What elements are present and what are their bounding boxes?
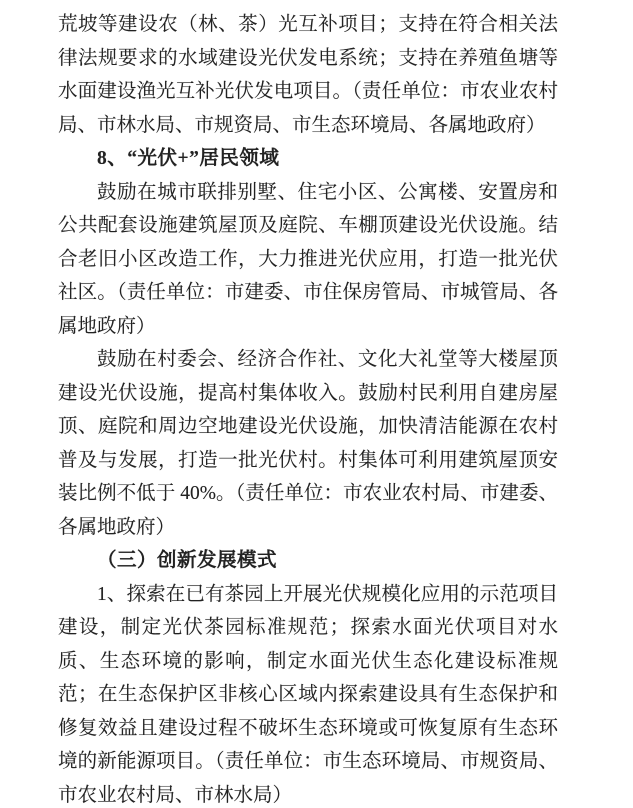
document-content	[58, 8, 558, 808]
paragraph-urban-residential-pv: 鼓励在城市联排别墅、住宅小区、公寓楼、安置房和公共配套设施建筑屋顶及庭院、车棚顶建设光伏设施。结合老旧小区改造工作，大力推进光伏应用，打造一批光伏社区。（责任单位：市建委、市住保房管局、市城管局、各属地政府）	[58, 181, 558, 337]
heading-innovation-development-model: （三）创新发展模式	[97, 550, 278, 571]
paragraph-village-collective-pv: 鼓励在村委会、经济合作社、文化大礼堂等大楼屋顶建设光伏设施，提高村集体收入。鼓励村民利用自建房屋顶、庭院和周边空地建设光伏设施，加快清洁能源在农村普及与发展，打造一批光伏村。村集体可利用建筑屋顶安装比例不低于 40%。（责任单位：市农业农村局、市建委、各属地政府）	[58, 349, 558, 538]
heading-pv-plus-residential: 8、“光伏+”居民领域	[97, 148, 280, 169]
paragraph-agrivoltaics-continuation: 荒坡等建设农（林、茶）光互补项目；支持在符合相关法律法规要求的水域建设光伏发电系统；支持在养殖鱼塘等水面建设渔光互补光伏发电项目。（责任单位：市农业农村局、市林水局、市规资局、市生态环境局、各属地政府）	[58, 14, 558, 136]
paragraph-innovation-pilot-projects: 1、探索在已有茶园上开展光伏规模化应用的示范项目建设，制定光伏茶园标准规范；探索水面光伏项目对水质、生态环境的影响，制定水面光伏生态化建设标准规范；在生态保护区非核心区域内探索建设具有生态保护和修复效益且建设过程不破坏生态环境或可恢复原有生态环境的新能源项目。（责任单位：市生态环境局、市规资局、市农业农村局、市林水局）	[58, 583, 558, 806]
